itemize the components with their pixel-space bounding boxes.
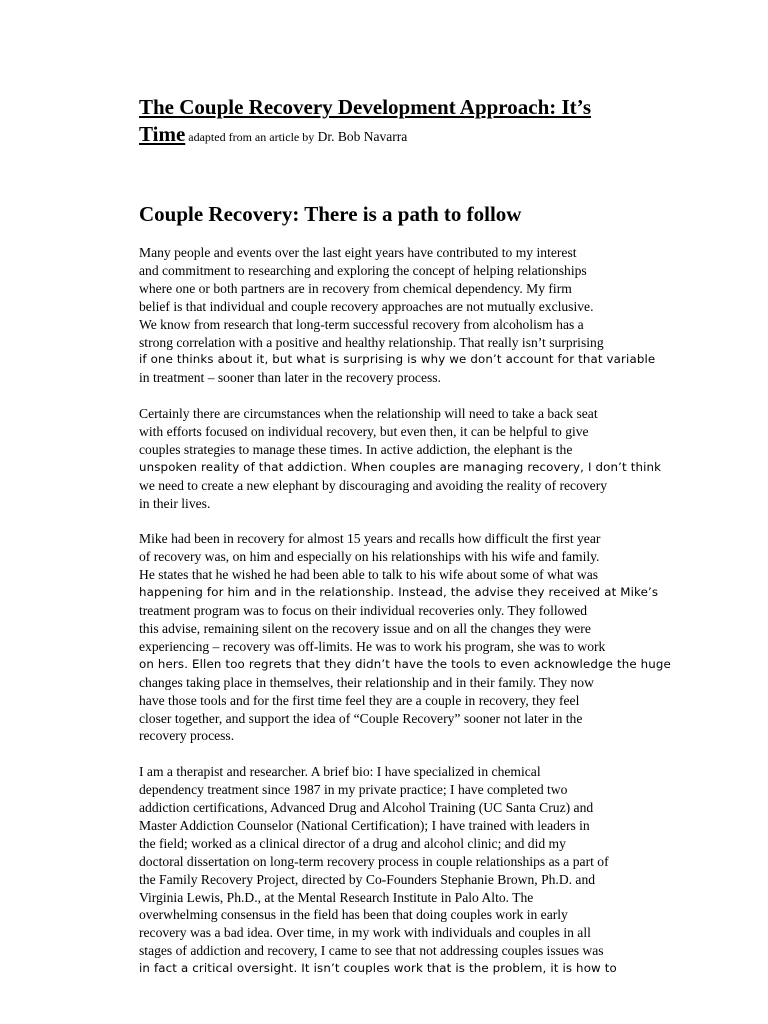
text-line: doctoral dissertation on long-term recovery process in couple relationships as a part of [139, 853, 609, 869]
text-line: We know from research that long-term successful recovery from alcoholism has a [139, 316, 584, 332]
document-title [139, 94, 699, 151]
text-line: the Family Recovery Project, directed by Co-Founders Stephanie Brown, Ph.D. and [139, 871, 596, 887]
title-adapted-note: adapted from an article by [185, 130, 315, 144]
text-line: with efforts focused on individual recovery, but even then, it can be helpful to give [139, 424, 589, 440]
text-line: couples strategies to manage these times. In active addiction, the elephant is the [139, 441, 573, 457]
text-line: recovery was a bad idea. Over time, in my work with individuals and couples in all [139, 925, 591, 941]
text-line: Master Addiction Counselor (National Certification); I have trained with leaders in [139, 817, 590, 833]
text-line: in fact a critical oversight. It isn’t couples work that is the problem, it is how to [139, 961, 617, 976]
text-line: treatment program was to focus on their individual recoveries only. They followed [139, 603, 588, 619]
text-line: on hers. Ellen too regrets that they didn’t have the tools to even acknowledge the huge [139, 656, 671, 671]
paragraph-1 [139, 244, 679, 387]
title-line-2 [139, 121, 699, 151]
text-line: in treatment – sooner than later in the recovery process. [139, 370, 441, 386]
paragraph-2 [139, 405, 679, 512]
section-heading: Couple Recovery: There is a path to follow [139, 202, 522, 226]
text-line: strong correlation with a positive and healthy relationship. That really isn’t surprising [139, 334, 604, 350]
title-line-1: The Couple Recovery Development Approach: It’s [139, 95, 592, 119]
body-text [139, 244, 679, 996]
text-line: Certainly there are circumstances when the relationship will need to take a back seat [139, 406, 598, 422]
text-line: happening for him and in the relationship. Instead, the advise they received at Mike’s [139, 585, 659, 600]
paragraph-3 [139, 530, 679, 745]
text-line: this advise, remaining silent on the recovery issue and on all the changes they were [139, 621, 591, 636]
text-line: in their lives. [139, 495, 211, 511]
text-line: the field; worked as a clinical director of a drug and alcohol clinic; and did my [139, 835, 566, 851]
text-line: overwhelming consensus in the field has been that doing couples work in early [139, 907, 568, 923]
text-line: changes taking place in themselves, their relationship and in their family. They now [139, 674, 594, 690]
text-line: He states that he wished he had been able to talk to his wife about some of what was [139, 567, 599, 583]
text-line: dependency treatment since 1987 in my private practice; I have completed two [139, 782, 568, 798]
text-line: addiction certifications, Advanced Drug and Alcohol Training (UC Santa Cruz) and [139, 800, 594, 816]
text-line: Many people and events over the last eight years have contributed to my interest [139, 245, 577, 260]
text-line: of recovery was, on him and especially on his relationships with his wife and family. [139, 549, 600, 565]
title-author: Dr. Bob Navarra [314, 129, 408, 144]
text-line: have those tools and for the first time feel they are a couple in recovery, they feel [139, 692, 580, 708]
text-line: belief is that individual and couple recovery approaches are not mutually exclusive. [139, 298, 594, 314]
paragraph-4 [139, 763, 679, 978]
text-line: I am a therapist and researcher. A brief bio: I have specialized in chemical [139, 764, 541, 780]
text-line: where one or both partners are in recovery from chemical dependency. My firm [139, 280, 572, 296]
text-line: Mike had been in recovery for almost 15 years and recalls how difficult the first year [139, 531, 601, 547]
text-line: recovery process. [139, 728, 235, 744]
text-line: we need to create a new elephant by discouraging and avoiding the reality of recovery [139, 477, 608, 493]
title-word-time: Time [139, 122, 186, 146]
text-line: closer together, and support the idea of “Couple Recovery” sooner not later in the [139, 710, 583, 726]
text-line: experiencing – recovery was off-limits. He was to work his program, she was to work [139, 638, 606, 654]
text-line: unspoken reality of that addiction. When couples are managing recovery, I don’t think [139, 459, 662, 474]
text-line: Virginia Lewis, Ph.D., at the Mental Research Institute in Palo Alto. The [139, 889, 534, 905]
text-line: and commitment to researching and exploring the concept of helping relationships [139, 262, 587, 278]
text-line: if one thinks about it, but what is surprising is why we don’t account for that variable [139, 352, 656, 367]
text-line: stages of addiction and recovery, I came to see that not addressing couples issues was [139, 943, 604, 959]
